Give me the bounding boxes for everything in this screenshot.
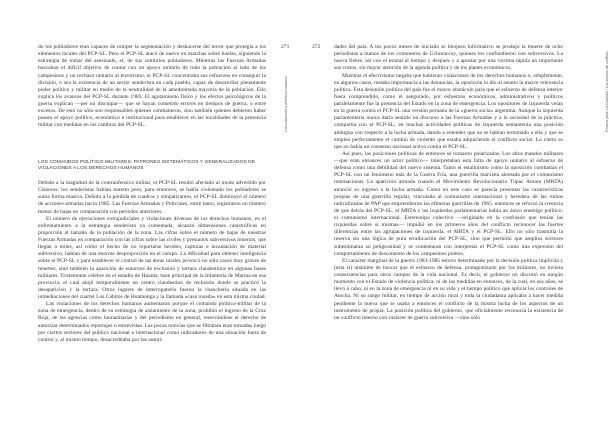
paragraph: El carácter marginal de la guerra 1983-1985 estuvo determinado por la decisión política implícita y (esta si) unánime de buscar que el esfuerzo de defensa, protagonizado por los militares, no tuviera consecuencias para otros campos de la vida nacional. Es decir, el gobierno no discutió en ningún momento con el Estado de violencia política, ni de las medidas en entonces, de la cual, en sus años, se llevó a cabo, ni en la zona de emergencia ni en su vida y el tiempo político que aplicar los controles de Atocha. Ni su rango militar, en tiempo de acción rural y toda la ciudadanía aplicaba a hacer medida pendiente la nueva que se usaba a entonces el conflicto de la misma lucha de los aspectos de un instrumento de propia. La posición política del gobierno, que oficialmente reconocía la existencia de un conflicto interno con carácter de guerra subversiva —sino sólo <box>334 257 563 321</box>
left-top-text <box>38 44 266 130</box>
paragraph: Las violaciones de los derechos humanos aumentaron porque el comando político-militar de la zona de emergencia, dentro de su estrategia de aislamiento de la zona, prohibió el ingreso de la Cruz Roja, de las agencias como humanitarias y del periodismo en general, reservándose el derecho de autorizar determinados reportajes o entrevistas. Las pocas noticias que se filtraban eran tomadas luego por ciertos sectores del público nacional e internacional como indicadores de una situación fuera de control y, al mismo tiempo, desacreditaba por las autori- <box>38 301 266 343</box>
page-number-left: 271 <box>281 44 290 50</box>
paragraph: Mientras el efectivismo negaba que hubieran violaciones de los derechos humanos o, simplemente, en algunos casos, restaba importancia a las denuncias, la oposición lo dio al asunto la mayor relevancia política. Esta desunión política del país fue el mayor obstáculo para que el esfuerzo de defensa interior fuera comprendido, como el asegurado, por esfuerzos económicos, administrativos y políticos paralelamente fue la presencia del Estado en la zona de emergencia. Los opositores de izquierda veían en la guerra contra el PCP-SL una versión peruana de la «guerra sucia» argentina. Aunque la izquierda parlamentaria nunca darla sentido un discurso a las Fuerzas Armadas y a la sociedad de la práctica, compartía con el PCP-SL, en muchas actividades políticas de izquierda semantenía una posición ambigua con respecto a la lucha armada, dando a entender que no se habían terminado a ella y que se emplea perfectamente el cambio de violento que estaba adquiriendo el conflicto social. Lo cierto es que no había un consenso nacional activo contra el PCP-SL. <box>334 72 563 150</box>
paragraph: El número de ejecuciones extrajudiciales y violaciones diversas de los derechos humanos, en el enfrentamiento a la estrategia senderista ya comentada, alcanzó dimensiones catastróficas en proporción al tamaño de la población de la zona. Las cifras sobre el número de bajas de nuestras Fuerzas Armadas en comparación con las cifras sobre las civiles y presuntos subversivos muertos, que llegan a miles, así como el hecho de no reportarse heridos, capturas e incautación de material subversivo, hablan de una enorme desproporción en el campo. La dificultad para obtener inteligencia sobre el PCP-SL y para establecer el control de las áreas rurales provocó no sólo casos muy graves de muertes, sino también la aparición de entornos de exclusión y tortura clandestinos en algunas bases militares. Tristemente célebre en el estadio de Huanta, base principal de la Infantería de Marina en esa provincia, el cual alojó temporalmente un centro clandestino de reclusión donde se practicó la desaparición y la tortura. Otros lugares de interrogatorio fueron la chanchería situada en las inmediaciones del cuartel Los Cabitos de Huamanga y la llamada «casa rosada» en esta misma ciudad. <box>38 215 266 300</box>
paragraph: Debido a la magnitud de la contraofensiva militar, el PCP-SL resultó afectado al modo advertido por Cisneros: los senderistas habían muerto pero, para entonces, se había violentado los pobladores se suma forma masiva. Debido a la pérdida de cuadros y simpatizantes, el PCP-SL dominuyó el número de acciones armadas hacia 1985. Las Fuerzas Armadas y Policiales, entre tanto, registraron un número menor de bajas en comparación con periodos anteriores. <box>38 180 266 215</box>
left-bottom-text <box>38 180 266 344</box>
paragraph: Así pues, las posiciones políticas de entonces se tornaron polarizadas. Los altos mandos militares —que eran entonces un actor político— interpretaban esta falta de apoyo unitario al esfuerzo de defensa como una debilidad del nuevo sistema. Tanto el estalinismo como la oposición combatían el PCP-SL con un fenómeno más de la Guerra Fría, una guerrilla marxista alentada por el comunismo internacional. La aparición armada cuando el Movimiento Revolucionario Túpac Amaru (MRTA) anunció su ingreso a la lucha armada. Como en este caso se parecía presentar las características propias de una guerrilla regular, vinculada al comunismo internacional y heredera de las rumas radicalizadas de PAP que emprendieron las efímeras guerrillas de 1965, entonces se reforzó la creencia de que detrás del PCP-SL, el MRTA y las izquierdas parlamentarias había un único enemigo político: el comunismo internacional. Estereotipo colectivo —originado en la confusión que tenían las izquierdas sobre sí mismas— impidió en los primeros años del conflicto reconocer las fuertes diferencias entre las agrupaciones de izquierda, el MRTA y el PCP-SL. Ello no sólo trasmitía la reserva sin una lógica de pura erradicación del PCP-SL, sino que permitió que amplios sectores subestimaran su peligrosidad y se contentaran con interpretar el PCP-SL como una expresión del comportamiento de descontento de los campesinos pobres. <box>334 150 563 257</box>
page-number-right: 272 <box>312 44 321 50</box>
paragraph: do los pobladores eran capaces de romper la segmentación y deshacerse del terror que protegía a los elementos locales del PCP-SL. Pero el PCP-SL atacó de nuevo en marchas sobre huelas, siguiendo la estrategia de tomar del asesinado, ei, de sus sombríos pobladores. Mientras las Fuerzas Armadas buscaban el difícil objetivo de contar con un apoyo unitario de toda la población al lado de los campesinos y un rechazo unitario al terrorismo, el PCP-SL concentraba sus esfuerzos en conseguir la división, o sea la existencia de un sector senderista en cada pueblo, capaz de desarrollar plenamente poder político y militar en medio de la neutralidad de la amedrentada mayoría de la población. Ello explica los avances del PCP-SL durante 1983. El agotamiento físico y los efectos psicológicos de la guerra explican —per no disculpar— que se hayan cometido errores en tiempos de guerra, o entre excesos. De esto no sólo son responsables quienes combatieron, sino también quienes debieron haber puesto el apoyo político, económico e institucional para establecer en las localidades de la presencia militar con medidas en los cambios del PCP-SL. <box>38 44 266 129</box>
left-page <box>0 0 300 431</box>
paragraph: dades del país. A los pocos meses de iniciado se bloqueo informativo se produjo la muerte de ocho periodistas a manos de los comuneros de Uchuraccay, quienes los confundieron con subversivos. La nueva fiebre, así con el estatal al tiempo y después y a apostar por una víctima rápida un importante sus costos, sin mayor atención de la agenda política y de los planes económicos. <box>334 44 563 72</box>
section-heading: LOS COMANDOS POLÍTICO-MILITARES: PATRONES SISTEMÁTICOS Y GENERALIZADOS DE VIOLACIONES A LOS DERECHOS HUMANOS <box>38 160 256 172</box>
right-page <box>300 0 609 431</box>
right-text <box>334 44 563 322</box>
running-head-right: Primera parte: La Comisión / Los actores del conflicto <box>605 51 609 132</box>
running-head-left: Los violaciones a derechos humanos <box>284 76 288 132</box>
